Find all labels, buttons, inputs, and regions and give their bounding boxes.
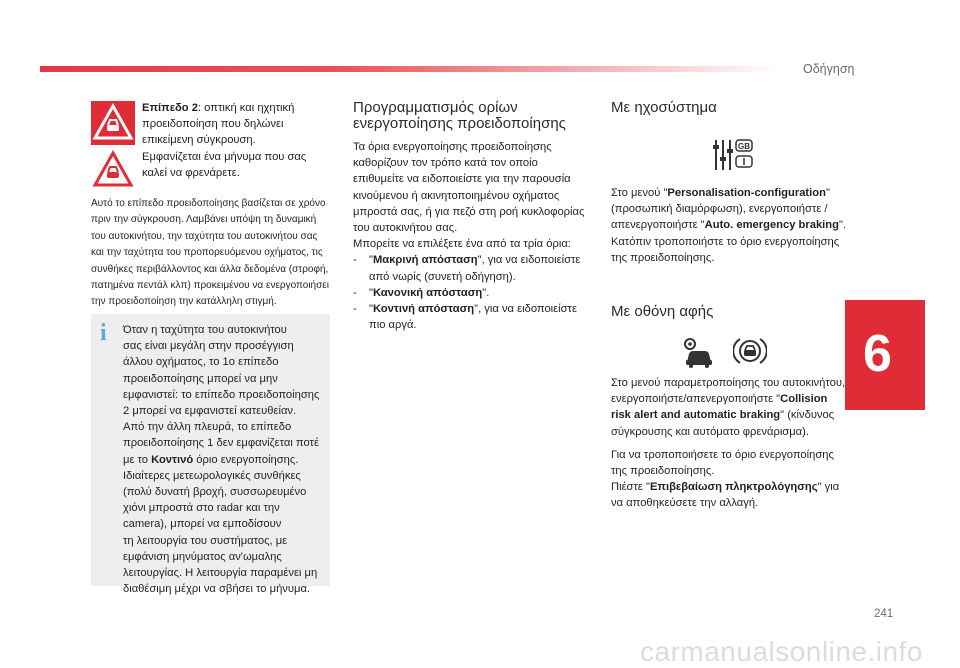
option-far: - "Μακρινή απόσταση", για να ειδοποιείστε <box>353 254 581 267</box>
audio-system-text: Στο μενού "Personalisation-configuration" (προσωπική διαμόρφωση), ενεργοποιήστε / απενεργοποιήστε "Auto. emergency braking". Κατόπιν τροποποιήστε το όριο ενεργοποίησης της προειδοποίησης. <box>611 187 847 264</box>
warning-level-paragraph: Αυτό το επίπεδο προειδοποίησης βασίζεται σε χρόνο πριν την σύγκρουση. Λαμβάνει υπόψη τη δυναμική του αυτοκινήτου, την ταχύτητα του αυτοκινήτου σας και την ταχύτητα του προπορευόμενου οχήματος, τις συνθήκες περιβάλλοντος και άλλα δεδομένα (στροφή, πατημένα πεντάλ κλπ) προκειμένου να ενεργοποιήσει την προειδοποίηση την κατάλληλη στιγμή. <box>91 198 329 308</box>
audio-system-heading: Με ηχοσύστημα <box>611 99 717 116</box>
thresholds-text: Τα όρια ενεργοποίησης προειδοποίησης καθορίζουν τον τρόπο κατά τον οποίο επιθυμείτε να ειδοποιείστε για την παρουσία κινούμενου ή ακινητοποιημένου οχήματος μπροστά σας, ή για πεζό στη ροή κυκλοφορίας του αυτοκινήτου σας. Μπορείτε να επιλέξετε ένα από τα τρία όρια: - "Μακρινή απόσταση", για να ειδοποιείστε από νωρίς (συνετή οδήγηση). - "Κανονική απόσταση". - "Κοντινή απόσταση", για να ειδοποιείστε πιο αργά. <box>353 139 593 333</box>
info-icon: i <box>100 320 107 346</box>
info-text: Όταν η ταχύτητα του αυτοκινήτου σας είναι μεγάλη στην προσέγγιση άλλου οχήματος, το 1ο επίπεδο προειδοποίησης μπορεί να μην εμφανιστεί: το επίπεδο προειδοποίησης 2 μπορεί να εμφανιστεί κατευθείαν. Από την άλλη πλευρά, το επίπεδο προειδοποίησης 1 δεν εμφανίζεται ποτέ με το Κοντινό όριο ενεργοποίησης. Ιδιαίτερες μετεωρολογικές συνθήκες (πολύ δυνατή βροχή, συσσωρευμένο χιόνι μπροστά στο radar και την camera), μπορεί να εμποδίσουν τη λειτουργία του συστήματος, με εμφάνιση μηνύματος αν'ωμαλης λειτουργίας. Η λειτουργία παραμένει μη διαθέσιμη μέχρι να σβήσει το μήνυμα. <box>123 324 320 596</box>
level2-description: Επίπεδο 2: οπτική και ηχητική προειδοποίηση που δηλώνει επικείμενη σύγκρουση. Εμφανίζεται ένα μήνυμα που σας καλεί να φρενάρετε. <box>142 102 307 179</box>
watermark: carmanualsonline.info <box>640 636 923 667</box>
gb-label: GB <box>738 142 750 151</box>
chapter-number: 6 <box>863 325 892 383</box>
touch-screen-heading: Με οθόνη αφής <box>611 303 714 320</box>
collision-alert-filled-icon <box>91 101 135 145</box>
touch-screen-text: Στο μενού παραμετροποίησης του αυτοκινήτου, ενεργοποιήστε/απενεργοποιήστε "Collision risk alert and automatic braking" (κίνδυνος σύγκρουσης και αυτόματο φρενάρισμα). Για να τροποποιήσετε το όριο ενεργοποίησης της προειδοποίησης. Πιέστε "Επιβεβαίωση πληκτρολόγησης" για να αποθηκεύσετε την αλλαγή. <box>611 377 846 510</box>
option-near: - "Κοντινή απόσταση", για να ειδοποιείστε <box>353 303 577 316</box>
chapter-tab <box>845 300 925 410</box>
info-box <box>91 314 330 596</box>
collision-alert-settings-icon <box>733 335 767 372</box>
collision-alert-outline-icon <box>91 148 135 192</box>
settings-sliders-icon <box>711 137 755 178</box>
page-number: 241 <box>874 608 894 620</box>
vehicle-settings-icon <box>681 336 715 373</box>
option-normal: - "Κανονική απόσταση". <box>353 286 490 299</box>
section-title: Οδήγηση <box>803 62 855 76</box>
header-accent-bar <box>40 66 780 72</box>
thresholds-heading: Προγραμματισμός ορίων ενεργοποίησης προειδοποίησης <box>353 99 566 132</box>
